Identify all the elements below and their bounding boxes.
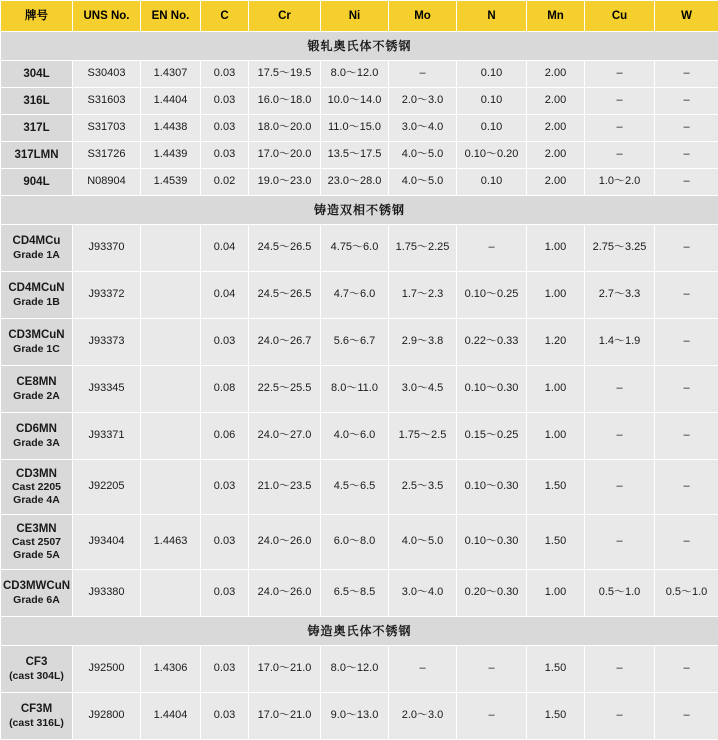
grade-name-cell bbox=[1, 61, 73, 88]
table-body bbox=[1, 32, 718, 740]
cell-en-no-: 1.4439 bbox=[141, 142, 201, 169]
table-row bbox=[1, 142, 718, 169]
cell-mo: – bbox=[389, 61, 457, 88]
grade-name-cell bbox=[1, 515, 73, 570]
grade-name-cell bbox=[1, 460, 73, 515]
cell-c: 0.02 bbox=[201, 169, 249, 196]
grade-name: 316L bbox=[23, 95, 49, 107]
cell-w: – bbox=[655, 61, 718, 88]
cell-mn: 1.00 bbox=[527, 570, 585, 617]
grade-subname: Grade 4A bbox=[2, 494, 71, 507]
cell-uns-no-: S30403 bbox=[73, 61, 141, 88]
cell-mo: 2.9～3.8 bbox=[389, 319, 457, 366]
grade-name-cell bbox=[1, 646, 73, 693]
cell-n: 0.10 bbox=[457, 169, 527, 196]
column-header-ni: Ni bbox=[321, 1, 389, 32]
cell-c: 0.06 bbox=[201, 413, 249, 460]
cell-w: – bbox=[655, 693, 718, 740]
cell-ni: 6.0～8.0 bbox=[321, 515, 389, 570]
cell-cr: 18.0～20.0 bbox=[249, 115, 321, 142]
table-row bbox=[1, 225, 718, 272]
grade-subname: Grade 3A bbox=[2, 437, 71, 450]
column-header-cu: Cu bbox=[585, 1, 655, 32]
grade-name-cell bbox=[1, 115, 73, 142]
grade-name-cell bbox=[1, 225, 73, 272]
table-row bbox=[1, 169, 718, 196]
cell-mo: 3.0～4.0 bbox=[389, 570, 457, 617]
cell-cu: – bbox=[585, 515, 655, 570]
cell-n: 0.10 bbox=[457, 61, 527, 88]
cell-en-no- bbox=[141, 225, 201, 272]
cell-c: 0.08 bbox=[201, 366, 249, 413]
cell-mo: 4.0～5.0 bbox=[389, 515, 457, 570]
cell-mo: 4.0～5.0 bbox=[389, 169, 457, 196]
cell-uns-no-: J92500 bbox=[73, 646, 141, 693]
section-header-row bbox=[1, 32, 718, 61]
cell-c: 0.03 bbox=[201, 646, 249, 693]
cell-en-no- bbox=[141, 460, 201, 515]
cell-c: 0.03 bbox=[201, 115, 249, 142]
cell-cr: 24.0～26.0 bbox=[249, 515, 321, 570]
cell-ni: 6.5～8.5 bbox=[321, 570, 389, 617]
grade-name: CD4MCu bbox=[13, 235, 61, 247]
column-header-grade: 牌号 bbox=[1, 1, 73, 32]
cell-mn: 1.50 bbox=[527, 693, 585, 740]
cell-mn: 2.00 bbox=[527, 142, 585, 169]
cell-mn: 1.20 bbox=[527, 319, 585, 366]
column-header-w: W bbox=[655, 1, 718, 32]
cell-mn: 2.00 bbox=[527, 169, 585, 196]
cell-uns-no-: J92800 bbox=[73, 693, 141, 740]
cell-cr: 17.5～19.5 bbox=[249, 61, 321, 88]
cell-n: 0.15～0.25 bbox=[457, 413, 527, 460]
column-header-en: EN No. bbox=[141, 1, 201, 32]
cell-en-no-: 1.4404 bbox=[141, 88, 201, 115]
table-row bbox=[1, 413, 718, 460]
grade-name-cell bbox=[1, 319, 73, 366]
cell-cr: 17.0～21.0 bbox=[249, 646, 321, 693]
cell-cu: 1.0～2.0 bbox=[585, 169, 655, 196]
grade-subname: Grade 6A bbox=[2, 594, 71, 607]
cell-n: – bbox=[457, 225, 527, 272]
cell-mo: 2.5～3.5 bbox=[389, 460, 457, 515]
table-row bbox=[1, 693, 718, 740]
grade-name-cell bbox=[1, 693, 73, 740]
column-header-n: N bbox=[457, 1, 527, 32]
cell-uns-no-: J93345 bbox=[73, 366, 141, 413]
cell-w: – bbox=[655, 272, 718, 319]
grade-name: CF3M bbox=[21, 703, 52, 715]
cell-ni: 9.0～13.0 bbox=[321, 693, 389, 740]
cell-mo: 1.75～2.25 bbox=[389, 225, 457, 272]
table-row bbox=[1, 88, 718, 115]
cell-cu: 2.7～3.3 bbox=[585, 272, 655, 319]
section-title: 铸造双相不锈钢 bbox=[1, 196, 718, 225]
cell-n: 0.10 bbox=[457, 115, 527, 142]
column-header-c: C bbox=[201, 1, 249, 32]
cell-mo: 4.0～5.0 bbox=[389, 142, 457, 169]
cell-uns-no-: S31703 bbox=[73, 115, 141, 142]
table-row bbox=[1, 115, 718, 142]
cell-cr: 24.5～26.5 bbox=[249, 272, 321, 319]
cell-mn: 1.50 bbox=[527, 515, 585, 570]
cell-w: – bbox=[655, 319, 718, 366]
cell-cr: 17.0～20.0 bbox=[249, 142, 321, 169]
cell-cu: – bbox=[585, 460, 655, 515]
cell-uns-no-: J92205 bbox=[73, 460, 141, 515]
grade-subname: Cast 2205 bbox=[2, 481, 71, 494]
cell-cr: 24.0～27.0 bbox=[249, 413, 321, 460]
grade-subname: (cast 304L) bbox=[2, 670, 71, 683]
cell-mo: – bbox=[389, 646, 457, 693]
header-row bbox=[1, 1, 718, 32]
cell-uns-no-: S31603 bbox=[73, 88, 141, 115]
cell-uns-no-: J93380 bbox=[73, 570, 141, 617]
table-row bbox=[1, 646, 718, 693]
grade-name-cell bbox=[1, 366, 73, 413]
cell-w: – bbox=[655, 225, 718, 272]
cell-en-no-: 1.4307 bbox=[141, 61, 201, 88]
grade-subname: Grade 1C bbox=[2, 343, 71, 356]
cell-n: 0.10～0.25 bbox=[457, 272, 527, 319]
cell-mn: 2.00 bbox=[527, 115, 585, 142]
cell-c: 0.04 bbox=[201, 225, 249, 272]
cell-en-no-: 1.4306 bbox=[141, 646, 201, 693]
cell-ni: 5.6～6.7 bbox=[321, 319, 389, 366]
cell-n: 0.10～0.30 bbox=[457, 460, 527, 515]
section-title: 锻轧奥氏体不锈钢 bbox=[1, 32, 718, 61]
cell-c: 0.03 bbox=[201, 570, 249, 617]
cell-ni: 4.75～6.0 bbox=[321, 225, 389, 272]
cell-w: – bbox=[655, 460, 718, 515]
cell-mo: 2.0～3.0 bbox=[389, 88, 457, 115]
grade-name: CD3MCuN bbox=[8, 329, 64, 341]
table-row bbox=[1, 460, 718, 515]
cell-cr: 22.5～25.5 bbox=[249, 366, 321, 413]
cell-mo: 3.0～4.5 bbox=[389, 366, 457, 413]
grade-name: 904L bbox=[23, 176, 49, 188]
cell-ni: 8.0～12.0 bbox=[321, 61, 389, 88]
table-row bbox=[1, 570, 718, 617]
cell-w: – bbox=[655, 115, 718, 142]
cell-ni: 8.0～11.0 bbox=[321, 366, 389, 413]
grade-name: CF3 bbox=[26, 656, 48, 668]
cell-cu: – bbox=[585, 413, 655, 460]
cell-ni: 23.0～28.0 bbox=[321, 169, 389, 196]
cell-w: – bbox=[655, 366, 718, 413]
cell-w: – bbox=[655, 413, 718, 460]
cell-cr: 24.0～26.0 bbox=[249, 570, 321, 617]
cell-c: 0.03 bbox=[201, 142, 249, 169]
table-row bbox=[1, 366, 718, 413]
cell-en-no-: 1.4438 bbox=[141, 115, 201, 142]
cell-c: 0.03 bbox=[201, 88, 249, 115]
cell-uns-no-: J93372 bbox=[73, 272, 141, 319]
cell-c: 0.03 bbox=[201, 319, 249, 366]
grade-subname: Grade 5A bbox=[2, 549, 71, 562]
cell-en-no- bbox=[141, 272, 201, 319]
cell-cu: – bbox=[585, 88, 655, 115]
cell-mn: 1.00 bbox=[527, 225, 585, 272]
section-header-row bbox=[1, 196, 718, 225]
section-title: 铸造奥氏体不锈钢 bbox=[1, 617, 718, 646]
cell-cu: 2.75～3.25 bbox=[585, 225, 655, 272]
cell-mo: 1.7～2.3 bbox=[389, 272, 457, 319]
grade-name: CD4MCuN bbox=[8, 282, 64, 294]
cell-en-no- bbox=[141, 319, 201, 366]
grade-name-cell bbox=[1, 272, 73, 319]
cell-ni: 10.0～14.0 bbox=[321, 88, 389, 115]
grade-name-cell bbox=[1, 88, 73, 115]
cell-c: 0.03 bbox=[201, 61, 249, 88]
grade-subname: Grade 2A bbox=[2, 390, 71, 403]
cell-mn: 1.00 bbox=[527, 272, 585, 319]
cell-ni: 4.0～6.0 bbox=[321, 413, 389, 460]
grade-name: 304L bbox=[23, 68, 49, 80]
cell-ni: 13.5～17.5 bbox=[321, 142, 389, 169]
cell-mn: 1.50 bbox=[527, 460, 585, 515]
column-header-mn: Mn bbox=[527, 1, 585, 32]
cell-uns-no-: J93404 bbox=[73, 515, 141, 570]
cell-w: 0.5～1.0 bbox=[655, 570, 718, 617]
cell-en-no-: 1.4463 bbox=[141, 515, 201, 570]
cell-cu: – bbox=[585, 693, 655, 740]
cell-n: 0.10～0.20 bbox=[457, 142, 527, 169]
cell-cr: 24.5～26.5 bbox=[249, 225, 321, 272]
cell-cu: – bbox=[585, 61, 655, 88]
cell-mn: 1.00 bbox=[527, 413, 585, 460]
cell-c: 0.03 bbox=[201, 460, 249, 515]
cell-en-no- bbox=[141, 413, 201, 460]
cell-w: – bbox=[655, 142, 718, 169]
grade-name-cell bbox=[1, 142, 73, 169]
cell-uns-no-: J93370 bbox=[73, 225, 141, 272]
cell-mn: 2.00 bbox=[527, 88, 585, 115]
cell-cu: – bbox=[585, 115, 655, 142]
cell-c: 0.03 bbox=[201, 693, 249, 740]
cell-w: – bbox=[655, 169, 718, 196]
cell-ni: 11.0～15.0 bbox=[321, 115, 389, 142]
grade-subname: (cast 316L) bbox=[2, 717, 71, 730]
cell-cu: – bbox=[585, 366, 655, 413]
cell-cu: – bbox=[585, 646, 655, 693]
grade-name-cell bbox=[1, 169, 73, 196]
grade-name: CD6MN bbox=[16, 423, 57, 435]
cell-cr: 17.0～21.0 bbox=[249, 693, 321, 740]
cell-en-no- bbox=[141, 366, 201, 413]
grade-name: CE8MN bbox=[16, 376, 56, 388]
grade-name: CD3MN bbox=[16, 468, 57, 480]
cell-n: 0.10～0.30 bbox=[457, 515, 527, 570]
cell-mn: 1.50 bbox=[527, 646, 585, 693]
cell-en-no- bbox=[141, 570, 201, 617]
grade-name: 317L bbox=[23, 122, 49, 134]
column-header-mo: Mo bbox=[389, 1, 457, 32]
cell-uns-no-: J93371 bbox=[73, 413, 141, 460]
column-header-cr: Cr bbox=[249, 1, 321, 32]
table-row bbox=[1, 319, 718, 366]
cell-ni: 4.7～6.0 bbox=[321, 272, 389, 319]
cell-ni: 4.5～6.5 bbox=[321, 460, 389, 515]
cell-w: – bbox=[655, 515, 718, 570]
cell-mo: 1.75～2.5 bbox=[389, 413, 457, 460]
grade-subname: Grade 1B bbox=[2, 296, 71, 309]
cell-c: 0.03 bbox=[201, 515, 249, 570]
cell-n: 0.22～0.33 bbox=[457, 319, 527, 366]
cell-c: 0.04 bbox=[201, 272, 249, 319]
cell-n: – bbox=[457, 646, 527, 693]
cell-n: 0.10 bbox=[457, 88, 527, 115]
cell-mn: 1.00 bbox=[527, 366, 585, 413]
cell-uns-no-: J93373 bbox=[73, 319, 141, 366]
cell-uns-no-: S31726 bbox=[73, 142, 141, 169]
grade-subname: Cast 2507 bbox=[2, 536, 71, 549]
table-row bbox=[1, 515, 718, 570]
cell-mo: 3.0～4.0 bbox=[389, 115, 457, 142]
cell-n: 0.10～0.30 bbox=[457, 366, 527, 413]
cell-cu: 0.5～1.0 bbox=[585, 570, 655, 617]
grade-name: CE3MN bbox=[16, 523, 56, 535]
table-row bbox=[1, 61, 718, 88]
column-header-uns: UNS No. bbox=[73, 1, 141, 32]
table-row bbox=[1, 272, 718, 319]
cell-n: 0.20～0.30 bbox=[457, 570, 527, 617]
cell-w: – bbox=[655, 646, 718, 693]
grade-subname: Grade 1A bbox=[2, 249, 71, 262]
cell-mn: 2.00 bbox=[527, 61, 585, 88]
cell-uns-no-: N08904 bbox=[73, 169, 141, 196]
section-header-row bbox=[1, 617, 718, 646]
cell-n: – bbox=[457, 693, 527, 740]
grade-name-cell bbox=[1, 570, 73, 617]
table-header bbox=[1, 1, 718, 32]
cell-en-no-: 1.4404 bbox=[141, 693, 201, 740]
grade-name-cell bbox=[1, 413, 73, 460]
grade-name: 317LMN bbox=[14, 149, 58, 161]
cell-w: – bbox=[655, 88, 718, 115]
cell-cr: 16.0～18.0 bbox=[249, 88, 321, 115]
cell-cu: 1.4～1.9 bbox=[585, 319, 655, 366]
cell-cu: – bbox=[585, 142, 655, 169]
cell-en-no-: 1.4539 bbox=[141, 169, 201, 196]
cell-cr: 19.0～23.0 bbox=[249, 169, 321, 196]
grade-name: CD3MWCuN bbox=[3, 580, 70, 592]
cell-cr: 24.0～26.7 bbox=[249, 319, 321, 366]
cell-mo: 2.0～3.0 bbox=[389, 693, 457, 740]
cell-ni: 8.0～12.0 bbox=[321, 646, 389, 693]
cell-cr: 21.0～23.5 bbox=[249, 460, 321, 515]
